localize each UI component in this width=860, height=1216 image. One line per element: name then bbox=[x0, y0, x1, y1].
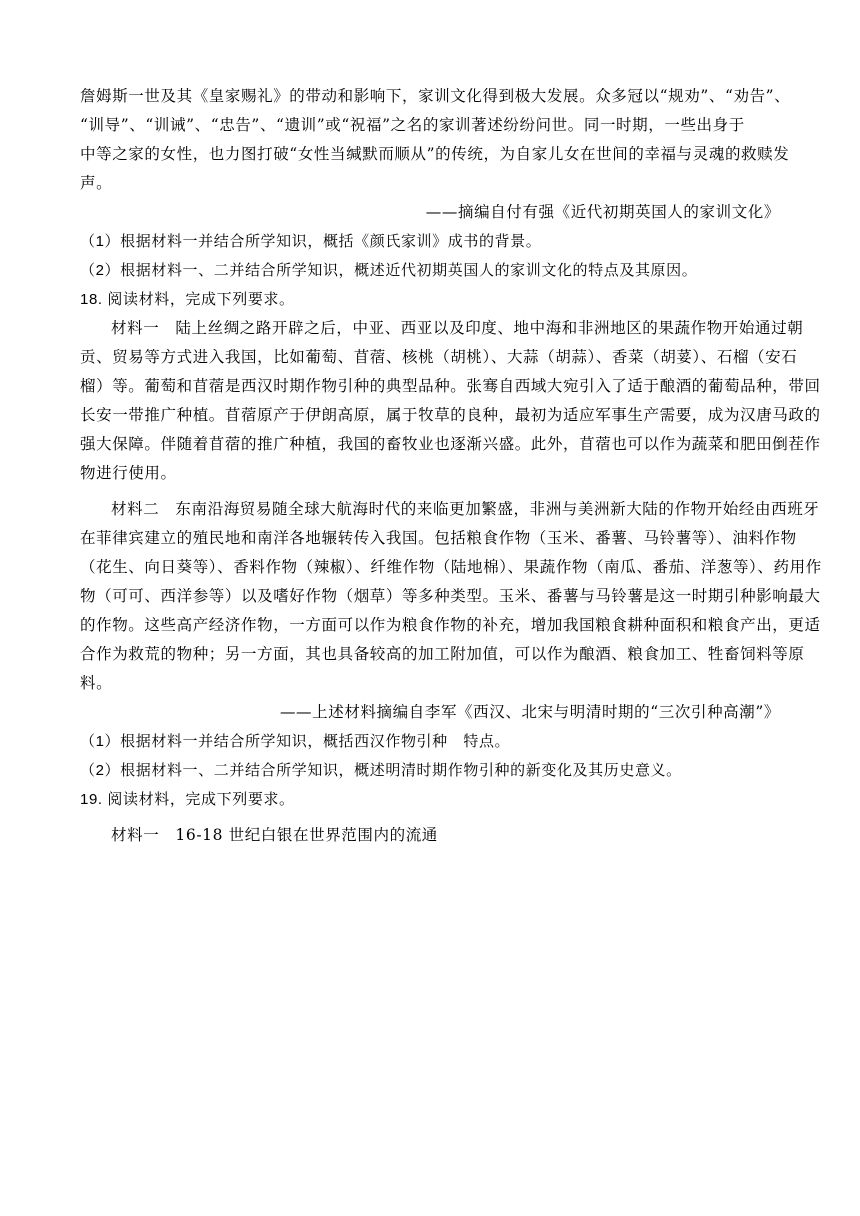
material-18-1 bbox=[80, 314, 821, 488]
text-line: 中等之家的女性，也力图打破“女性当缄默而顺从”的传统，为自家儿女在世间的幸福与灵魂的救赎发 bbox=[80, 145, 790, 163]
question-18-2: （2）根据材料一、二并结合所学知识，概述明清时期作物引种的新变化及其历史意义。 bbox=[80, 762, 682, 779]
question-17-2: （2）根据材料一、二并结合所学知识，概述近代初期英国人的家训文化的特点及其原因。 bbox=[80, 262, 698, 279]
material-17-tail bbox=[80, 82, 791, 198]
material-19-1-title: 材料一 16-18 世纪白银在世界范围内的流通 bbox=[111, 826, 438, 844]
text-line: 材料一 陆上丝绸之路开辟之后，中亚、西亚以及印度、地中海和非洲地区的果蔬作物开始通过朝 bbox=[111, 319, 804, 337]
text-line: 强大保障。伴随着苜蓿的推广种植，我国的畜牧业也逐渐兴盛。此外，苜蓿也可以作为蔬菜和肥田倒茬作 bbox=[80, 435, 821, 453]
text-line: 在菲律宾建立的殖民地和南洋各地辗转传入我国。包括粮食作物（玉米、番薯、马铃薯等）、油料作物 bbox=[80, 529, 797, 547]
text-line: 长安一带推广种植。苜蓿原产于伊朗高原，属于牧草的良种，最初为适应军事生产需要，成为汉唐马政的 bbox=[80, 406, 821, 424]
text-line: 料。 bbox=[80, 674, 113, 692]
text-line: 詹姆斯一世及其《皇家赐礼》的带动和影响下，家训文化得到极大发展。众多冠以“规劝”、“劝告”、 bbox=[80, 87, 791, 105]
question-17-1: （1）根据材料一并结合所学知识，概括《颜氏家训》成书的背景。 bbox=[80, 233, 542, 250]
text-line: 榴）等。葡萄和苜蓿是西汉时期作物引种的典型品种。张骞自西域大宛引入了适于酿酒的葡萄品种，带回 bbox=[80, 377, 821, 395]
text-line: 材料二 东南沿海贸易随全球大航海时代的来临更加繁盛，非洲与美洲新大陆的作物开始经由西班牙 bbox=[111, 500, 820, 518]
text-line: （花生、向日葵等）、香料作物（辣椒）、纤维作物（陆地棉）、果蔬作物（南瓜、番茄、洋葱等）、药用作 bbox=[80, 558, 822, 576]
text-line: 物（可可、西洋参等）以及嗜好作物（烟草）等多种类型。玉米、番薯与马铃薯是这一时期引种影响最大 bbox=[80, 587, 821, 605]
text-line: 贡、贸易等方式进入我国，比如葡萄、苜蓿、核桃（胡桃）、大蒜（胡蒜）、香菜（胡荽）、石榴（安石 bbox=[80, 348, 798, 366]
source-citation-18: ——上述材料摘编自李军《西汉、北宋与明清时期的“三次引种高潮”》 bbox=[279, 703, 780, 721]
material-18-2 bbox=[80, 495, 822, 698]
questions-18 bbox=[80, 727, 780, 785]
text-line: “训导”、“训诫”、“忠告”、“遗训”或“祝福”之名的家训著述纷纷问世。同一时期，一些出身于 bbox=[80, 116, 745, 134]
document-page bbox=[80, 82, 822, 850]
source-citation-17: ——摘编自付有强《近代初期英国人的家训文化》 bbox=[425, 203, 780, 221]
question-18-heading: 18. 阅读材料，完成下列要求。 bbox=[80, 291, 295, 308]
questions-17 bbox=[80, 227, 780, 285]
text-line: 声。 bbox=[80, 174, 113, 192]
question-19-heading: 19. 阅读材料，完成下列要求。 bbox=[80, 791, 295, 808]
text-line: 物进行使用。 bbox=[80, 464, 177, 482]
text-line: 的作物。这些高产经济作物，一方面可以作为粮食作物的补充，增加我国粮食耕种面积和粮食产出，更适 bbox=[80, 616, 821, 634]
question-18-1: （1）根据材料一并结合所学知识，概括西汉作物引种 特点。 bbox=[80, 733, 511, 750]
text-line: 合作为救荒的物种；另一方面，其也具备较高的加工附加值，可以作为酿酒、粮食加工、牲畜饲料等原 bbox=[80, 645, 805, 663]
